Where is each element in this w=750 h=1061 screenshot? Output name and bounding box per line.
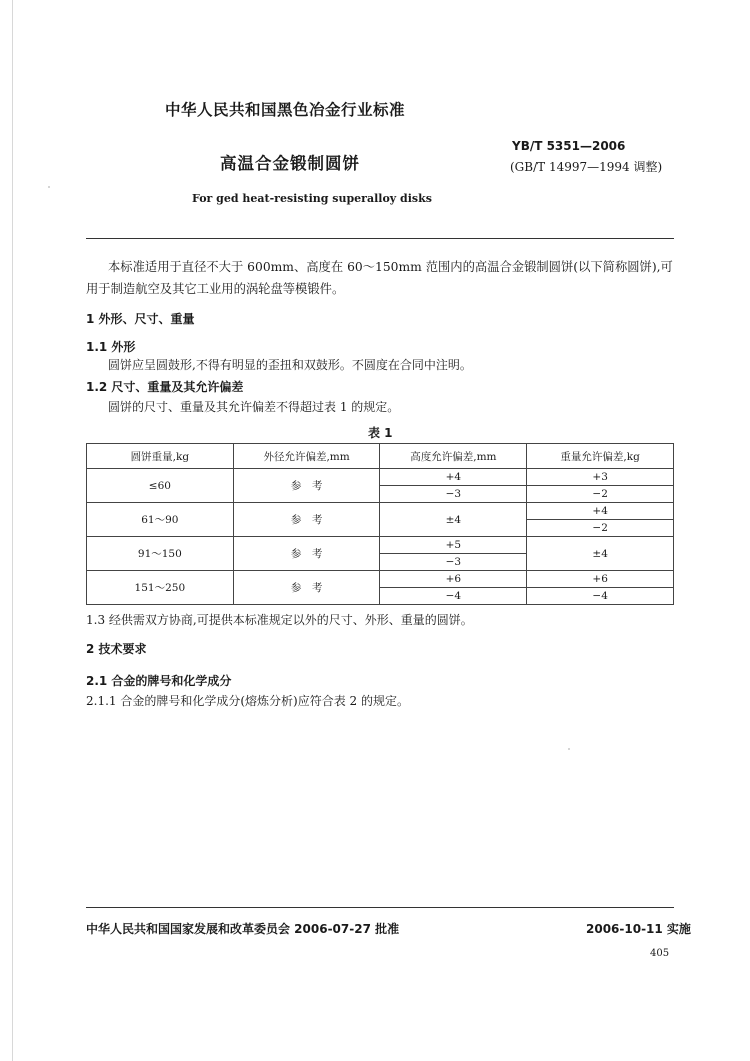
cell-weight-tol-upper: +6 [527, 571, 674, 588]
section-1-1-text: 圆饼应呈圆鼓形,不得有明显的歪扭和双鼓形。不圆度在合同中注明。 [108, 358, 472, 372]
section-1-1-heading: 1.1 外形 [86, 340, 136, 354]
implementation-date: 2006-10-11 实施 [586, 922, 691, 936]
cell-height: ±4 [380, 503, 527, 537]
col-header-weight-tolerance: 重量允许偏差,kg [527, 444, 674, 469]
footer-divider [86, 907, 674, 908]
table-row [87, 469, 674, 486]
cell-height-lower: −3 [380, 554, 527, 571]
table-1-caption: 表 1 [368, 426, 393, 440]
col-header-weight: 圆饼重量,kg [87, 444, 234, 469]
cell-height-upper: +5 [380, 537, 527, 554]
cell-height-upper: +6 [380, 571, 527, 588]
cell-weight: 61～90 [87, 503, 234, 537]
page-number: 405 [650, 948, 670, 959]
col-header-diameter-tolerance: 外径允许偏差,mm [233, 444, 380, 469]
section-2-heading: 2 技术要求 [86, 642, 147, 656]
scan-speck [48, 186, 50, 188]
cell-weight: ≤60 [87, 469, 234, 503]
scan-speck [568, 748, 570, 750]
table-row [87, 537, 674, 554]
intro-paragraph: 本标准适用于直径不大于 600mm、高度在 60～150mm 范围内的高温合金锻制圆饼(以下简称圆饼),可用于制造航空及其它工业用的涡轮盘等模锻件。 [86, 260, 673, 296]
cell-diameter: 参 考 [233, 571, 380, 605]
cell-weight-tol-lower: −2 [527, 520, 674, 537]
cell-diameter: 参 考 [233, 537, 380, 571]
approval-line: 中华人民共和国国家发展和改革委员会 2006-07-27 批准 [86, 922, 400, 936]
cell-height-upper: +4 [380, 469, 527, 486]
table-1 [86, 443, 674, 605]
table-row [87, 503, 674, 520]
header-divider [86, 238, 674, 239]
scan-edge-line [12, 0, 13, 1061]
section-1-2-heading: 1.2 尺寸、重量及其允许偏差 [86, 380, 244, 394]
cell-weight-tol-lower: −4 [527, 588, 674, 605]
cell-diameter: 参 考 [233, 469, 380, 503]
section-1-3-text: 1.3 经供需双方协商,可提供本标准规定以外的尺寸、外形、重量的圆饼。 [86, 613, 473, 627]
document-title-english: For ged heat-resisting superalloy disks [192, 192, 432, 205]
section-1-2-text: 圆饼的尺寸、重量及其允许偏差不得超过表 1 的规定。 [108, 400, 400, 414]
standard-organization: 中华人民共和国黑色冶金行业标准 [165, 101, 406, 119]
cell-weight: 91～150 [87, 537, 234, 571]
cell-height-lower: −3 [380, 486, 527, 503]
standard-code: YB/T 5351—2006 [512, 139, 626, 153]
section-2-1-1-text: 2.1.1 合金的牌号和化学成分(熔炼分析)应符合表 2 的规定。 [86, 694, 409, 708]
section-2-1-heading: 2.1 合金的牌号和化学成分 [86, 674, 232, 688]
col-header-height-tolerance: 高度允许偏差,mm [380, 444, 527, 469]
cell-weight-tol: ±4 [527, 537, 674, 571]
cell-weight-tol-lower: −2 [527, 486, 674, 503]
document-title: 高温合金锻制圆饼 [220, 154, 360, 173]
section-1-heading: 1 外形、尺寸、重量 [86, 312, 195, 326]
cell-weight-tol-upper: +4 [527, 503, 674, 520]
adjusted-from: (GB/T 14997—1994 调整) [510, 160, 663, 174]
table-row [87, 571, 674, 588]
cell-height-lower: −4 [380, 588, 527, 605]
cell-weight: 151～250 [87, 571, 234, 605]
table-header-row [87, 444, 674, 469]
cell-diameter: 参 考 [233, 503, 380, 537]
cell-weight-tol-upper: +3 [527, 469, 674, 486]
